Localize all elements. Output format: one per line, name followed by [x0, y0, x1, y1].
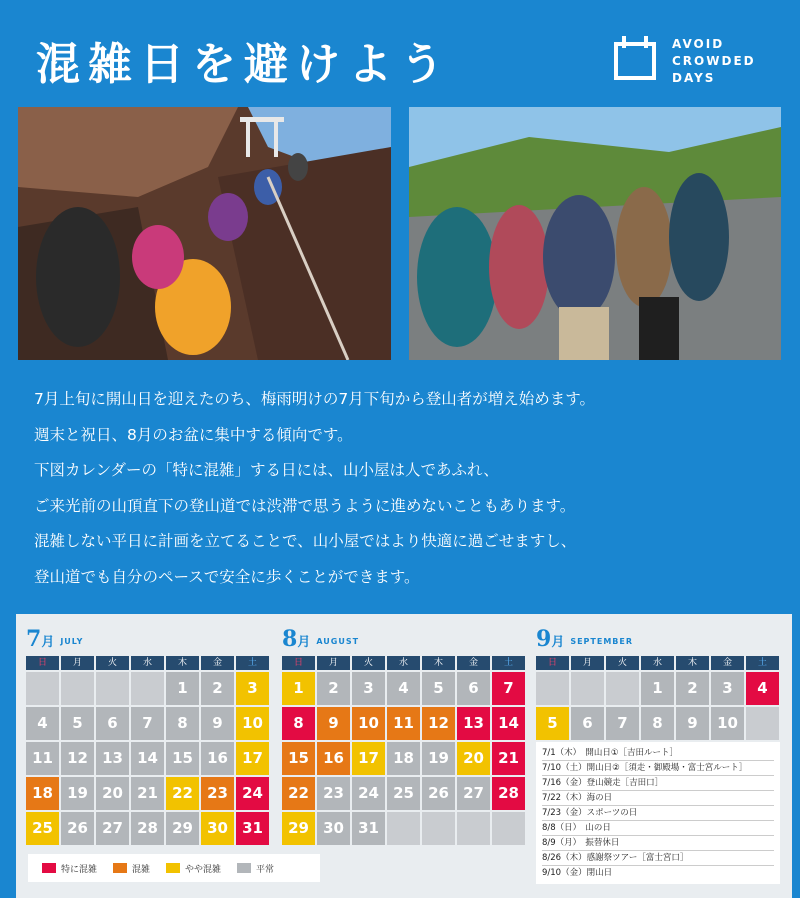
page-title: 混雑日を避けよう — [36, 39, 452, 90]
calendar-day: 6 — [571, 707, 604, 740]
calendar-day: 2 — [317, 672, 350, 705]
calendar-grid — [282, 656, 525, 845]
weekday-header: 土 — [746, 656, 779, 670]
legend-label: 混雑 — [132, 864, 151, 875]
calendar-day: 31 — [352, 812, 385, 845]
calendar-day: 24 — [236, 777, 269, 810]
legend-swatch — [42, 863, 56, 873]
calendar-day: 27 — [96, 812, 129, 845]
calendar-day: 29 — [282, 812, 315, 845]
calendar-day: 22 — [166, 777, 199, 810]
calendar-day: 14 — [492, 707, 525, 740]
calendar-day: 26 — [422, 777, 455, 810]
calendar-day: 15 — [282, 742, 315, 775]
calendar-day: 8 — [282, 707, 315, 740]
calendar-logo-icon — [612, 34, 658, 82]
weekday-header: 水 — [387, 656, 420, 670]
calendar-day: 18 — [387, 742, 420, 775]
calendar-day: 30 — [317, 812, 350, 845]
calendar-day: 6 — [96, 707, 129, 740]
calendar-day: 17 — [352, 742, 385, 775]
intro-line: 登山道でも自分のペースで安全に歩くことができます。 — [34, 567, 420, 586]
calendar-day: 1 — [641, 672, 674, 705]
calendar-empty-cell — [61, 672, 94, 705]
photo-climbers-volcanic-trail — [18, 107, 391, 360]
intro-line: 混雑しない平日に計画を立てることで、山小屋ではより快適に過ごせますし、 — [34, 532, 577, 551]
calendar-empty-cell — [457, 812, 490, 845]
calendar-day: 13 — [457, 707, 490, 740]
calendar-day: 10 — [236, 707, 269, 740]
event-item: 8/26（木）感謝祭ツアー［富士宮口］ — [542, 851, 774, 866]
calendar-day: 30 — [201, 812, 234, 845]
logo-text-line: CROWDED — [672, 54, 756, 68]
calendar-day: 20 — [96, 777, 129, 810]
calendar-day: 28 — [492, 777, 525, 810]
calendar-day: 4 — [746, 672, 779, 705]
event-item: 7/22（木）海の日 — [542, 791, 774, 806]
calendar-day: 19 — [422, 742, 455, 775]
event-list — [536, 742, 780, 884]
weekday-header: 月 — [61, 656, 94, 670]
legend-item — [166, 862, 221, 875]
month-name: SEPTEMBER — [570, 637, 634, 646]
weekday-header: 水 — [131, 656, 164, 670]
weekday-header: 日 — [536, 656, 569, 670]
weekday-header: 土 — [236, 656, 269, 670]
calendar-grid — [26, 656, 269, 845]
month-september — [536, 626, 779, 740]
calendar-day: 22 — [282, 777, 315, 810]
month-number: 9 — [536, 626, 552, 652]
calendar-day: 3 — [711, 672, 744, 705]
legend-swatch — [237, 863, 251, 873]
legend-label: やや混雑 — [185, 864, 222, 875]
calendar-day: 1 — [282, 672, 315, 705]
calendar-day: 8 — [641, 707, 674, 740]
legend-swatch — [113, 863, 127, 873]
calendar-empty-cell — [96, 672, 129, 705]
calendar-day: 6 — [457, 672, 490, 705]
month-header — [536, 626, 779, 656]
calendar-day: 31 — [236, 812, 269, 845]
event-item: 7/16（金）登山競走［吉田口］ — [542, 776, 774, 791]
photo-hikers-with-backpacks — [409, 107, 781, 360]
weekday-header: 土 — [492, 656, 525, 670]
intro-line: 週末と祝日、8月のお盆に集中する傾向です。 — [34, 425, 353, 444]
weekday-header: 日 — [26, 656, 59, 670]
calendar-day: 3 — [236, 672, 269, 705]
calendar-day: 9 — [201, 707, 234, 740]
weekday-header: 月 — [317, 656, 350, 670]
legend-item — [42, 862, 97, 875]
intro-line: 7月上旬に開山日を迎えたのち、梅雨明けの7月下旬から登山者が増え始めます。 — [34, 390, 595, 408]
calendar-day: 25 — [26, 812, 59, 845]
legend-swatch — [166, 863, 180, 873]
event-item: 7/23（金）スポーツの日 — [542, 806, 774, 821]
weekday-header: 火 — [352, 656, 385, 670]
calendar-day: 9 — [317, 707, 350, 740]
calendar-empty-cell — [422, 812, 455, 845]
calendar-day: 10 — [711, 707, 744, 740]
logo-text — [672, 36, 756, 87]
weekday-header: 木 — [676, 656, 709, 670]
calendar-day: 25 — [387, 777, 420, 810]
month-unit: 月 — [41, 635, 55, 650]
event-item: 8/9（月） 振替休日 — [542, 836, 774, 851]
calendar-empty-cell — [571, 672, 604, 705]
calendar-day: 7 — [492, 672, 525, 705]
calendar-day: 17 — [236, 742, 269, 775]
legend-label: 特に混雑 — [61, 864, 98, 875]
event-item: 7/10（土）開山日②［須走・御殿場・富士宮ルート］ — [542, 761, 774, 776]
calendar-empty-cell — [606, 672, 639, 705]
calendar-day: 21 — [131, 777, 164, 810]
calendar-day: 5 — [422, 672, 455, 705]
month-august — [282, 626, 525, 845]
calendar-day: 4 — [26, 707, 59, 740]
calendar-day: 19 — [61, 777, 94, 810]
intro-line: 下図カレンダーの「特に混雑」する日には、山小屋は人であふれ、 — [34, 461, 499, 480]
calendar-day: 12 — [422, 707, 455, 740]
month-name: JULY — [60, 637, 84, 646]
calendar-empty-cell — [387, 812, 420, 845]
calendar-day: 26 — [61, 812, 94, 845]
calendar-day: 5 — [61, 707, 94, 740]
calendar-day: 28 — [131, 812, 164, 845]
event-item: 8/8（日） 山の日 — [542, 821, 774, 836]
logo-text-line: AVOID — [672, 37, 725, 51]
calendar-day: 1 — [166, 672, 199, 705]
calendar-empty-cell — [131, 672, 164, 705]
weekday-header: 金 — [711, 656, 744, 670]
weekday-header: 木 — [166, 656, 199, 670]
calendar-day: 7 — [606, 707, 639, 740]
weekday-header: 水 — [641, 656, 674, 670]
calendar-day: 14 — [131, 742, 164, 775]
calendar-day: 2 — [201, 672, 234, 705]
month-number: 8 — [282, 626, 298, 652]
weekday-header: 火 — [606, 656, 639, 670]
month-name: AUGUST — [316, 637, 360, 646]
legend-item — [237, 862, 274, 875]
calendar-day: 18 — [26, 777, 59, 810]
calendar-day: 16 — [317, 742, 350, 775]
calendar-empty-cell — [26, 672, 59, 705]
legend — [28, 854, 320, 882]
event-item: 7/1（木） 開山日①［吉田ルート］ — [542, 746, 774, 761]
weekday-header: 日 — [282, 656, 315, 670]
header — [0, 0, 800, 105]
month-header — [282, 626, 525, 656]
calendar-day: 29 — [166, 812, 199, 845]
calendar-day: 23 — [317, 777, 350, 810]
weekday-header: 木 — [422, 656, 455, 670]
calendar-day: 3 — [352, 672, 385, 705]
calendar-day: 23 — [201, 777, 234, 810]
calendar-day: 7 — [131, 707, 164, 740]
crowd-calendar-panel — [16, 614, 792, 898]
month-unit: 月 — [297, 635, 311, 650]
weekday-header: 金 — [201, 656, 234, 670]
calendar-empty-cell — [492, 812, 525, 845]
calendar-day: 24 — [352, 777, 385, 810]
calendar-day: 11 — [26, 742, 59, 775]
calendar-day: 12 — [61, 742, 94, 775]
legend-label: 平常 — [256, 864, 275, 875]
calendar-day: 5 — [536, 707, 569, 740]
weekday-header: 火 — [96, 656, 129, 670]
calendar-day: 4 — [387, 672, 420, 705]
month-july — [26, 626, 269, 845]
calendar-day: 10 — [352, 707, 385, 740]
calendar-day: 13 — [96, 742, 129, 775]
calendar-day: 15 — [166, 742, 199, 775]
event-item: 9/10（金）閉山日 — [542, 868, 613, 878]
month-header — [26, 626, 269, 656]
calendar-day: 11 — [387, 707, 420, 740]
legend-item — [113, 862, 150, 875]
calendar-day: 16 — [201, 742, 234, 775]
calendar-grid — [536, 656, 779, 740]
calendar-empty-cell — [746, 707, 779, 740]
intro-line: ご来光前の山頂直下の登山道では渋滞で思うように進めないこともあります。 — [34, 496, 576, 515]
weekday-header: 月 — [571, 656, 604, 670]
calendar-day: 27 — [457, 777, 490, 810]
calendar-day: 2 — [676, 672, 709, 705]
intro-text — [34, 382, 784, 596]
weekday-header: 金 — [457, 656, 490, 670]
month-number: 7 — [26, 626, 42, 652]
calendar-day: 20 — [457, 742, 490, 775]
calendar-day: 9 — [676, 707, 709, 740]
logo-text-line: DAYS — [672, 71, 716, 85]
month-unit: 月 — [551, 635, 565, 650]
calendar-day: 21 — [492, 742, 525, 775]
calendar-day: 8 — [166, 707, 199, 740]
calendar-empty-cell — [536, 672, 569, 705]
